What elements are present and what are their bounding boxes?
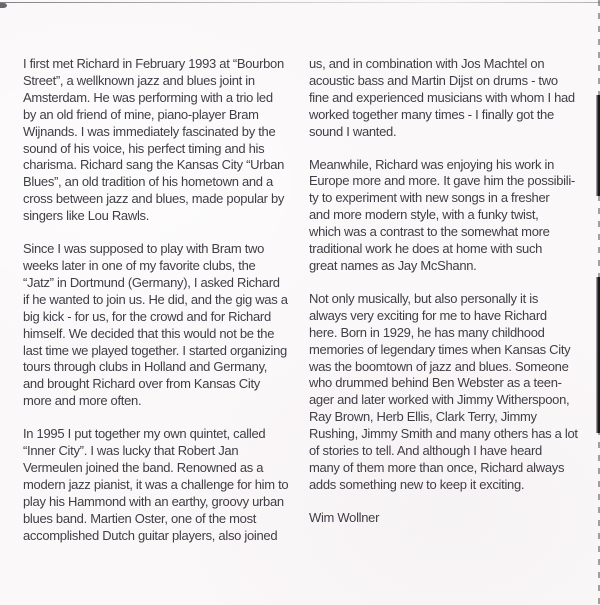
scan-edge-bar-top [596, 95, 600, 196]
text-line: cross between jazz and blues, made popular by [23, 191, 285, 207]
text-line: here. Born in 1929, he has many childhood [309, 324, 545, 340]
text-line: who drummed behind Ben Webster as a teen- [309, 375, 562, 391]
text-line: weeks later in one of my favorite clubs, the [23, 257, 256, 273]
text-line: charisma. Richard sang the Kansas City “Urban [23, 157, 285, 173]
text-line: modern jazz pianist, it was a challenge for him to [23, 476, 289, 492]
text-line: “Inner City”. I was lucky that Robert Jan [23, 443, 239, 459]
text-line: and more modern style, with a funky twist, [309, 207, 539, 223]
text-line: adds something new to keep it exciting. [309, 476, 525, 492]
text-line: more and more often. [23, 393, 142, 409]
paragraph [23, 426, 303, 544]
text-line: always very exciting for me to have Richard [309, 307, 547, 323]
text-line: was the boomtown of jazz and blues. Someone [309, 358, 569, 374]
text-line: memories of legendary times when Kansas City [309, 341, 571, 357]
text-line: sound of his voice, his perfect timing and his [23, 140, 265, 156]
scan-corner-mark [0, 3, 7, 8]
paragraph [309, 157, 589, 275]
text-line: blues band. Martien Oster, one of the most [23, 510, 257, 526]
text-line: Amsterdam. He was performing with a trio led [23, 89, 273, 105]
paragraph [309, 56, 589, 141]
text-line: by an old friend of mine, piano-player Bram [23, 106, 259, 122]
text-line: last time we played together. I started organizing [23, 342, 287, 358]
text-line: Rushing, Jimmy Smith and many others has a lot [309, 426, 578, 442]
text-line: if he wanted to join us. He did, and the gig was a [23, 291, 288, 307]
text-line: sound I wanted. [309, 123, 397, 139]
paragraph [23, 241, 303, 410]
text-line: Street”, a wellknown jazz and blues joint in [23, 72, 255, 88]
text-line: fine and experienced musicians with whom I had [309, 89, 575, 105]
text-line: which was a contrast to the somewhat more [309, 224, 550, 240]
text-line: big kick - for us, for the crowd and for Richard [23, 308, 271, 324]
text-line: tours through clubs in Holland and Germany, [23, 359, 268, 375]
text-line: accomplished Dutch guitar players, also joined [23, 527, 278, 543]
text-line: Europe more and more. It gave him the possibili- [309, 173, 575, 189]
text-line: traditional work he does at home with such [309, 241, 543, 257]
text-line: “Jatz” in Dortmund (Germany), I asked Richard [23, 274, 280, 290]
text-line: Ray Brown, Herb Ellis, Clark Terry, Jimmy [309, 409, 537, 425]
text-line: ty to experiment with new songs in a fresher [309, 190, 550, 206]
paragraph [309, 291, 589, 494]
text-line: Blues”, an old tradition of his hometown and a [23, 174, 273, 190]
text-line: and brought Richard over from Kansas City [23, 376, 260, 392]
text-line: acoustic bass and Martin Dijst on drums - two [309, 72, 558, 88]
right-column [309, 56, 589, 527]
text-line: In 1995 I put together my own quintet, called [23, 426, 266, 442]
text-line: us, and in combination with Jos Machtel on [309, 56, 545, 71]
text-line: Since I was supposed to play with Bram two [23, 241, 265, 257]
text-line: play his Hammond with an earthy, groovy urban [23, 493, 284, 509]
text-line: great names as Jay McShann. [309, 257, 477, 273]
text-line: I first met Richard in February 1993 at “Bourbon [23, 56, 284, 71]
text-line: ager and later worked with Jimmy Witherspoon, [309, 392, 570, 408]
paragraph [23, 56, 303, 225]
text-line: Meanwhile, Richard was enjoying his work in [309, 156, 555, 172]
text-line: many of them more than once, Richard always [309, 459, 565, 475]
text-line: singers like Lou Rawls. [23, 208, 150, 224]
text-line: of stories to tell. And although I have heard [309, 443, 542, 459]
signature: Wim Wollner [309, 509, 380, 525]
text-line: Not only musically, but also personally it is [309, 290, 539, 306]
left-column [23, 56, 303, 560]
text-line: Wijnands. I was immediately fascinated by the [23, 123, 276, 139]
text-line: himself. We decided that this would not be the [23, 325, 275, 341]
scan-top-edge-line [0, 2, 600, 3]
scan-edge-bar-bottom [596, 277, 600, 433]
text-line: Vermeulen joined the band. Renowned as a [23, 459, 264, 475]
text-line: worked together many times - I finally got the [309, 106, 554, 122]
